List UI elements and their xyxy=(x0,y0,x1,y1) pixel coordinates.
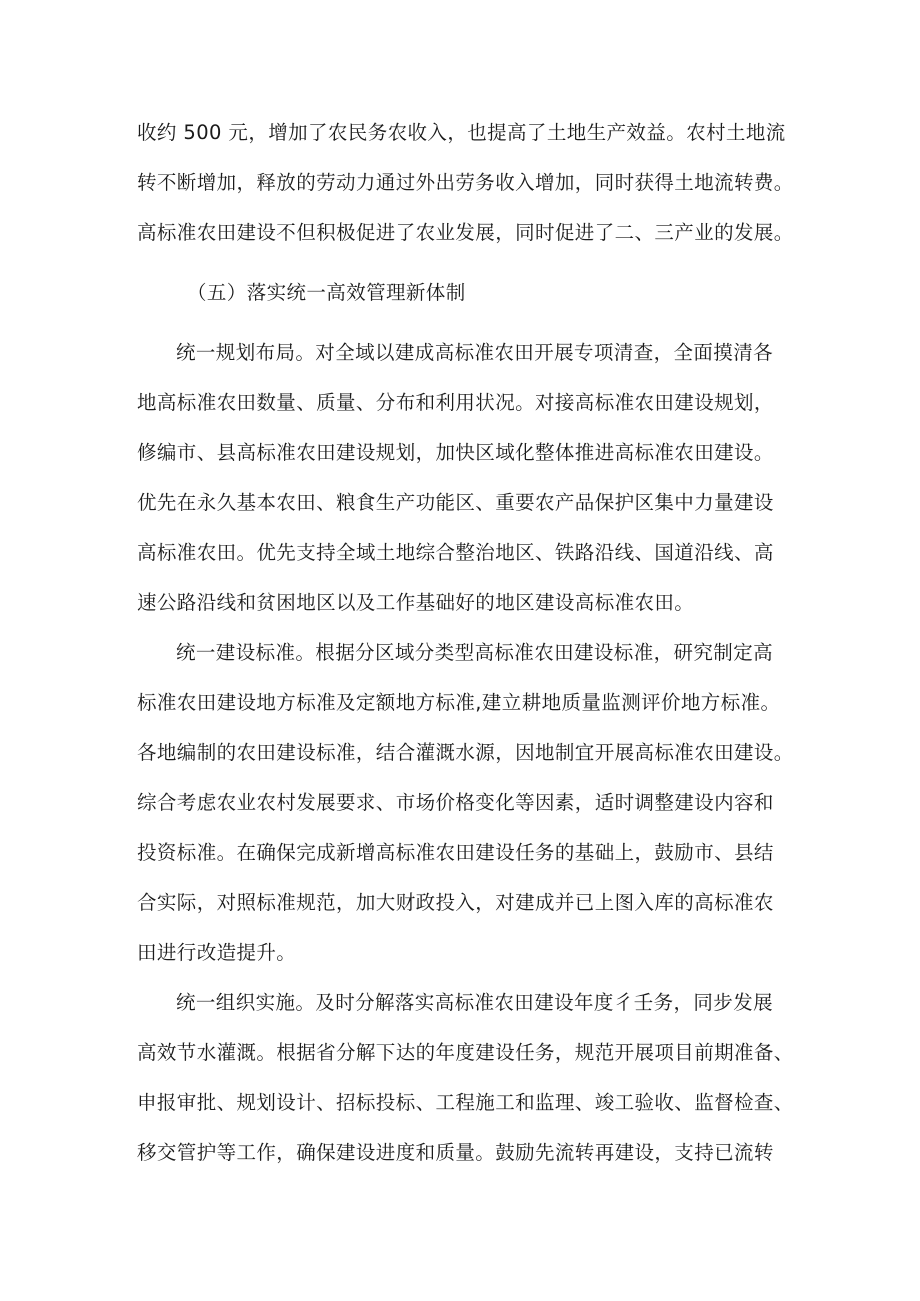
text-line: 统一规划布局。对全域以建成高标准农田开展专项清查，全面摸清各 xyxy=(176,341,774,364)
text-line: 高标准农田。优先支持全域土地综合整治地区、铁路沿线、国道沿线、高 xyxy=(137,541,774,564)
text-line: 收约 500 元，增加了农民务农收入，也提高了土地生产效益。农村土地流 xyxy=(137,121,786,144)
text-line: 优先在永久基本农田、粮食生产功能区、重要农产品保护区集中力量建设 xyxy=(137,491,774,514)
paragraph-standards xyxy=(137,628,797,978)
text-line: 移交管护等工作，确保建设进度和质量。鼓励先流转再建设，支持已流转 xyxy=(137,1141,774,1164)
section-heading-text: （五）落实统一高效管理新体制 xyxy=(187,281,466,304)
text-line: 标准农田建设地方标准及定额地方标准,建立耕地质量监测评价地方标准。 xyxy=(137,691,781,714)
paragraph-income xyxy=(137,108,797,258)
text-line: 地高标准农田数量、质量、分布和利用状况。对接高标准农田建设规划， xyxy=(137,391,774,414)
text-line: 申报审批、规划设计、招标投标、工程施工和监理、竣工验收、监督检查、 xyxy=(137,1091,794,1114)
text-line: 速公路沿线和贫困地区以及工作基础好的地区建设高标准农田。 xyxy=(137,591,695,614)
section-heading xyxy=(137,268,797,318)
text-line: 综合考虑农业农村发展要求、市场价格变化等因素，适时调整建设内容和 xyxy=(137,791,774,814)
text-line: 转不断增加，释放的劳动力通过外出劳务收入增加，同时获得土地流转费。 xyxy=(137,171,794,194)
paragraph-implementation xyxy=(137,978,797,1178)
text-line: 高标准农田建设不但积极促进了农业发展，同时促进了二、三产业的发展。 xyxy=(137,221,794,244)
text-line: 高效节水灌溉。根据省分解下达的年度建设任务，规范开展项目前期准备、 xyxy=(137,1041,794,1064)
text-line: 田进行改造提升。 xyxy=(137,941,297,964)
text-line: 统一组织实施。及时分解落实高标准农田建设年度彳壬务，同步发展 xyxy=(176,991,774,1014)
paragraph-planning xyxy=(137,328,797,628)
text-line: 修编市、县高标准农田建设规划，加快区域化整体推进高标准农田建设。 xyxy=(137,441,774,464)
text-line: 统一建设标准。根据分区域分类型高标准农田建设标准，研究制定高 xyxy=(176,641,774,664)
text-line: 投资标准。在确保完成新增高标准农田建设任务的基础上，鼓励市、县结 xyxy=(137,841,774,864)
text-line: 合实际，对照标准规范，加大财政投入，对建成并已上图入库的高标准农 xyxy=(137,891,774,914)
text-line: 各地编制的农田建设标准，结合灌溉水源，因地制宜开展高标准农田建设。 xyxy=(137,741,794,764)
